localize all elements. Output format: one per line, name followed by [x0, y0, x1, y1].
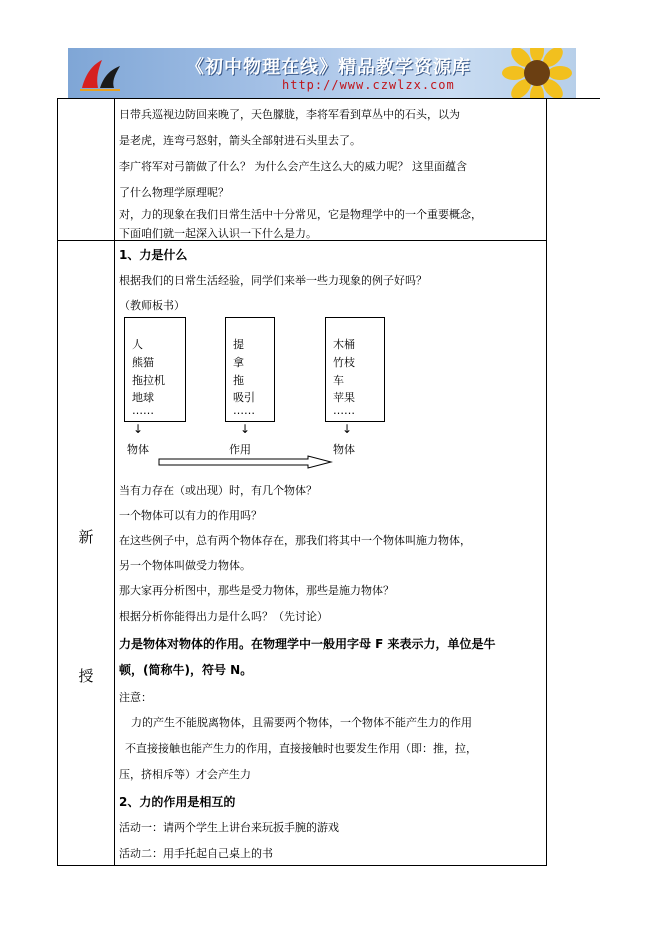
diagram-label-object: 物体	[333, 443, 355, 456]
notes-label: 注意：	[119, 691, 152, 704]
activity-line: 活动二：用手托起自己桌上的书	[119, 847, 273, 860]
intro-line: 了什么物理学原理呢？	[119, 186, 229, 199]
box-item: 地球	[132, 391, 154, 404]
teacher-board-note: （教师板书）	[119, 299, 185, 312]
box-item: 车	[333, 374, 344, 387]
diagram-box-objects	[124, 317, 186, 422]
box-item: 提	[233, 338, 244, 351]
notes-line: 不直接接触也能产生力的作用，直接接触时也要发生作用（即：推，拉，	[125, 742, 477, 755]
intro-line: 李广将军对弓箭做了什么？ 为什么会产生这么大的威力呢？ 这里面蕴含	[119, 160, 467, 173]
column-divider	[114, 99, 115, 865]
body-line: 当有力存在（或出现）时，有几个物体？	[119, 484, 317, 497]
diagram-label-action: 作用	[229, 443, 251, 456]
intro-line: 日带兵巡视边防回来晚了，天色朦胧，李将军看到草丛中的石头，以为	[119, 108, 460, 121]
body-line: 一个物体可以有力的作用吗？	[119, 509, 262, 522]
side-label-xin: 新	[78, 528, 94, 546]
diagram-box-receivers	[325, 317, 385, 422]
box-item: 吸引	[233, 391, 255, 404]
banner-title: 《初中物理在线》精品教学资源库	[186, 57, 471, 78]
side-label-shou: 授	[78, 667, 94, 685]
box-item: 拖拉机	[132, 374, 165, 387]
activity-line: 活动一：请两个学生上讲台来玩扳手腕的游戏	[119, 821, 339, 834]
body-line: 根据分析你能得出力是什么吗？（先讨论）	[119, 610, 328, 623]
box-item: 拖	[233, 374, 244, 387]
diagram-box-actions	[225, 317, 275, 422]
box-item: ……	[132, 404, 154, 417]
section-2-heading: 2、力的作用是相互的	[119, 795, 236, 809]
banner-url[interactable]: http://www.czwlzx.com	[282, 78, 455, 92]
box-item: 苹果	[333, 391, 355, 404]
intro-line: 对，力的现象在我们日常生活中十分常见，它是物理学中的一个重要概念，	[119, 208, 482, 221]
intro-line: 下面咱们就一起深入认识一下什么是力。	[119, 227, 317, 240]
notes-line: 压，挤相斥等）才会产生力	[119, 768, 251, 781]
body-line: 另一个物体叫做受力物体。	[119, 559, 251, 572]
right-arrow-icon	[158, 455, 333, 469]
site-logo-icon	[76, 54, 124, 94]
header-banner	[68, 48, 576, 98]
box-item: 人	[132, 338, 143, 351]
notes-line: 力的产生不能脱离物体，且需要两个物体，一个物体不能产生力的作用	[131, 716, 472, 729]
box-item: ……	[333, 404, 355, 417]
body-line: 在这些例子中，总有两个物体存在，那我们将其中一个物体叫施力物体，	[119, 534, 471, 547]
box-item: 竹枝	[333, 356, 355, 369]
box-item: ……	[233, 404, 255, 417]
sunflower-icon	[502, 48, 572, 98]
section-1-prompt: 根据我们的日常生活经验，同学们来举一些力现象的例子好吗？	[119, 274, 427, 287]
box-item: 熊猫	[132, 356, 154, 369]
box-item: 木桶	[333, 338, 355, 351]
arrow-down-icon: ↓	[240, 422, 251, 436]
arrow-down-icon: ↓	[342, 422, 353, 436]
diagram-label-object: 物体	[127, 443, 149, 456]
body-line: 那大家再分析图中，那些是受力物体，那些是施力物体？	[119, 584, 394, 597]
section-1-heading: 1、力是什么	[119, 248, 188, 262]
force-definition: 顿，(简称牛)，符号 N。	[119, 663, 253, 677]
box-item: 拿	[233, 356, 244, 369]
force-definition: 力是物体对物体的作用。在物理学中一般用字母 F 来表示力，单位是牛	[119, 637, 496, 651]
arrow-down-icon: ↓	[133, 422, 144, 436]
intro-line: 是老虎，连弯弓怒射，箭头全部射进石头里去了。	[119, 134, 361, 147]
